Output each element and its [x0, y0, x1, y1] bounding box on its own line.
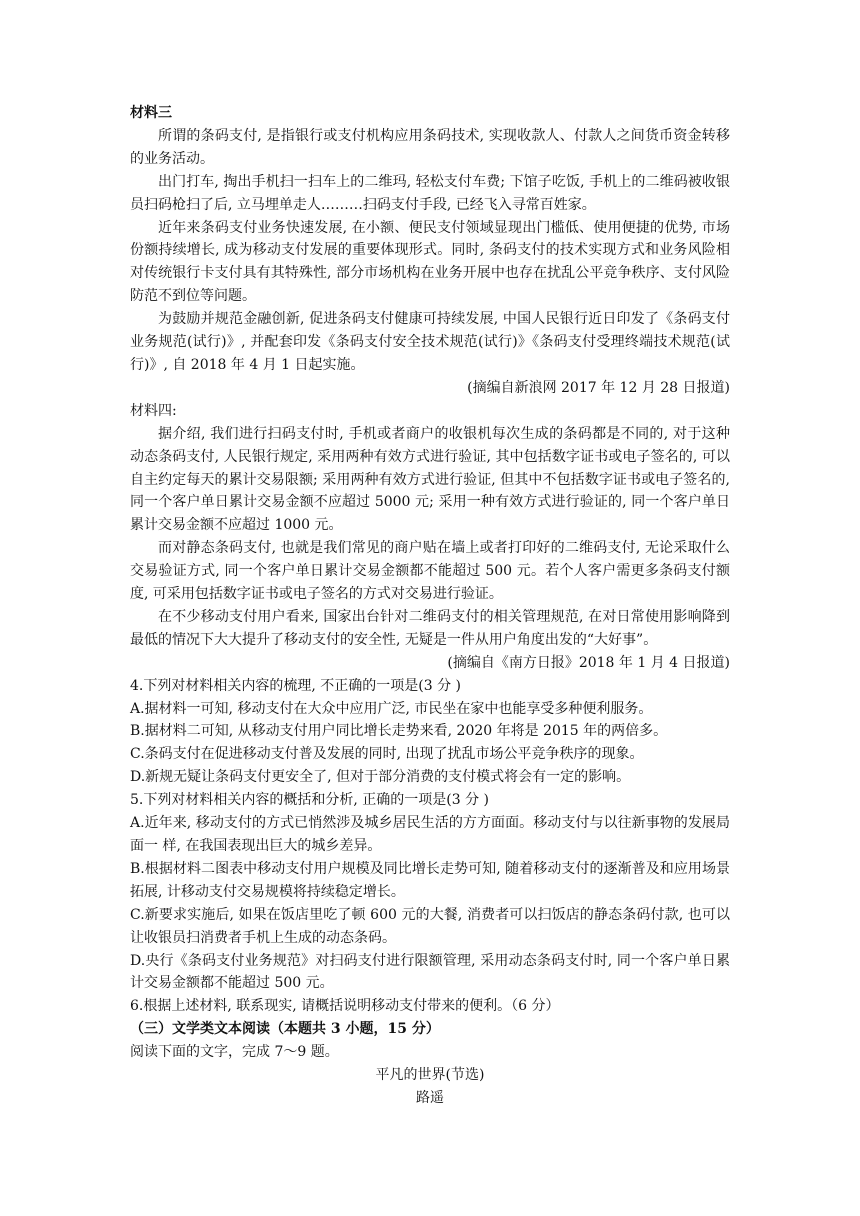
section-3-heading: （三）文学类文本阅读（本题共 3 小题，15 分） — [130, 1021, 440, 1038]
page-content — [130, 102, 730, 1110]
question-4-stem: 4.下列对材料相关内容的梳理, 不正确的一项是(3 分 ) — [130, 677, 461, 694]
question-5-option-d: D.央行《条码支付业务规范》对扫码支付进行限额管理, 采用动态条码支付时, 同一个客户单日累计交易金额都不能超过 500 元。 — [130, 952, 730, 992]
work-title: 平凡的世界(节选) — [375, 1067, 485, 1084]
question-4-option-c: C.条码支付在促进移动支付普及发展的同时, 出现了扰乱市场公平竞争秩序的现象。 — [130, 746, 644, 763]
material-3-paragraph-2: 出门打车, 掏出手机扫一扫车上的二维玛, 轻松支付车费; 下馆子吃饭, 手机上的二维码被收银员扫码枪扫了后, 立马埋单走人………扫码支付手段, 已经飞入寻常百姓家。 — [130, 173, 730, 213]
question-4-option-a: A.据材料一可知, 移动支付在大众中应用广泛, 市民坐在家中也能享受多种便利服务。 — [130, 700, 653, 717]
material-4-heading: 材料四: — [130, 402, 177, 419]
question-5-stem: 5.下列对材料相关内容的概括和分析, 正确的一项是(3 分 ) — [130, 792, 489, 809]
material-3-paragraph-1: 所谓的条码支付, 是指银行或支付机构应用条码技术, 实现收款人、付款人之间货币资金转移的业务活动。 — [130, 127, 730, 167]
material-3-source: (摘编自新浪网 2017 年 12 月 28 日报道) — [467, 379, 730, 396]
question-4-option-d: D.新规无疑让条码支付更安全了, 但对于部分消费的支付模式将会有一定的影响。 — [130, 769, 631, 786]
material-3-paragraph-4: 为鼓励并规范金融创新, 促进条码支付健康可持续发展, 中国人民银行近日印发了《条码支付业务规范(试行)》, 并配套印发《条码支付安全技术规范(试行)》《条码支付受理终端技术规范(试行)》, 自 2018 年 4 月 1 日起实施。 — [130, 311, 730, 373]
material-4-paragraph-2: 而对静态条码支付, 也就是我们常见的商户贴在墙上或者打印好的二维码支付, 无论采取什么交易验证方式, 同一个客户单日累计交易金额都不能超过 500 元。若个人客户需更多条码支付额度, 可采用包括数字证书或电子签名的方式对交易进行验证。 — [130, 540, 730, 603]
question-5-option-b: B.根据材料二图表中移动支付用户规模及同比增长走势可知, 随着移动支付的逐渐普及和应用场景拓展, 计移动支付交易规模将持续稳定增长。 — [130, 860, 730, 900]
material-3-paragraph-3: 近年来条码支付业务快速发展, 在小额、便民支付领域显现出门槛低、使用便捷的优势, 市场份额持续增长, 成为移动支付发展的重要体现形式。同时, 条码支付的技术实现方式和业务风险相对传统银行卡支付具有其特殊性, 部分市场机构在业务开展中也存在扰乱公平竞争秩序、支付风险防范不到位等问题。 — [130, 219, 730, 305]
work-author: 路遥 — [416, 1089, 444, 1106]
question-5-option-c: C.新要求实施后, 如果在饭店里吃了顿 600 元的大餐, 消费者可以扫饭店的静态条码付款, 也可以让收银员扫消费者手机上生成的动态条码。 — [130, 906, 730, 946]
question-4-option-b: B.据材料二可知, 从移动支付用户同比增长走势来看, 2020 年将是 2015 年的两倍多。 — [130, 723, 668, 740]
material-4-source: (摘编自《南方日报》2018 年 1 月 4 日报道) — [447, 654, 730, 671]
material-4-paragraph-1: 据介绍, 我们进行扫码支付时, 手机或者商户的收银机每次生成的条码都是不同的, 对于这种动态条码支付, 人民银行规定, 采用两种有效方式进行验证, 其中包括数字证书或电子签名的, 可以自主约定每天的累计交易限额; 采用两种有效方式进行验证, 但其中不包括数字证书或电子签名的, 同一个客户单日累计交易金额不应超过 5000 元; 采用一种有效方式进行验证的, 同一个客户单日累计交易金额不应超过 1000 元。 — [130, 425, 730, 534]
question-5-option-a: A.近年来, 移动支付的方式已悄然涉及城乡居民生活的方方面面。移动支付与以往新事物的发展局面一 样, 在我国表现出巨大的城乡差异。 — [130, 815, 730, 854]
material-4-paragraph-3: 在不少移动支付用户看来, 国家出台针对二维码支付的相关管理规范, 在对日常使用影响降到最低的情况下大大提升了移动支付的安全性, 无疑是一件从用户角度出发的“大好事”。 — [130, 608, 730, 648]
question-6-stem: 6.根据上述材料, 联系现实, 请概括说明移动支付带来的便利。（6 分） — [130, 998, 560, 1015]
material-3-heading: 材料三 — [130, 105, 172, 121]
section-3-instruction: 阅读下面的文字，完成 7～9 题。 — [130, 1044, 339, 1061]
